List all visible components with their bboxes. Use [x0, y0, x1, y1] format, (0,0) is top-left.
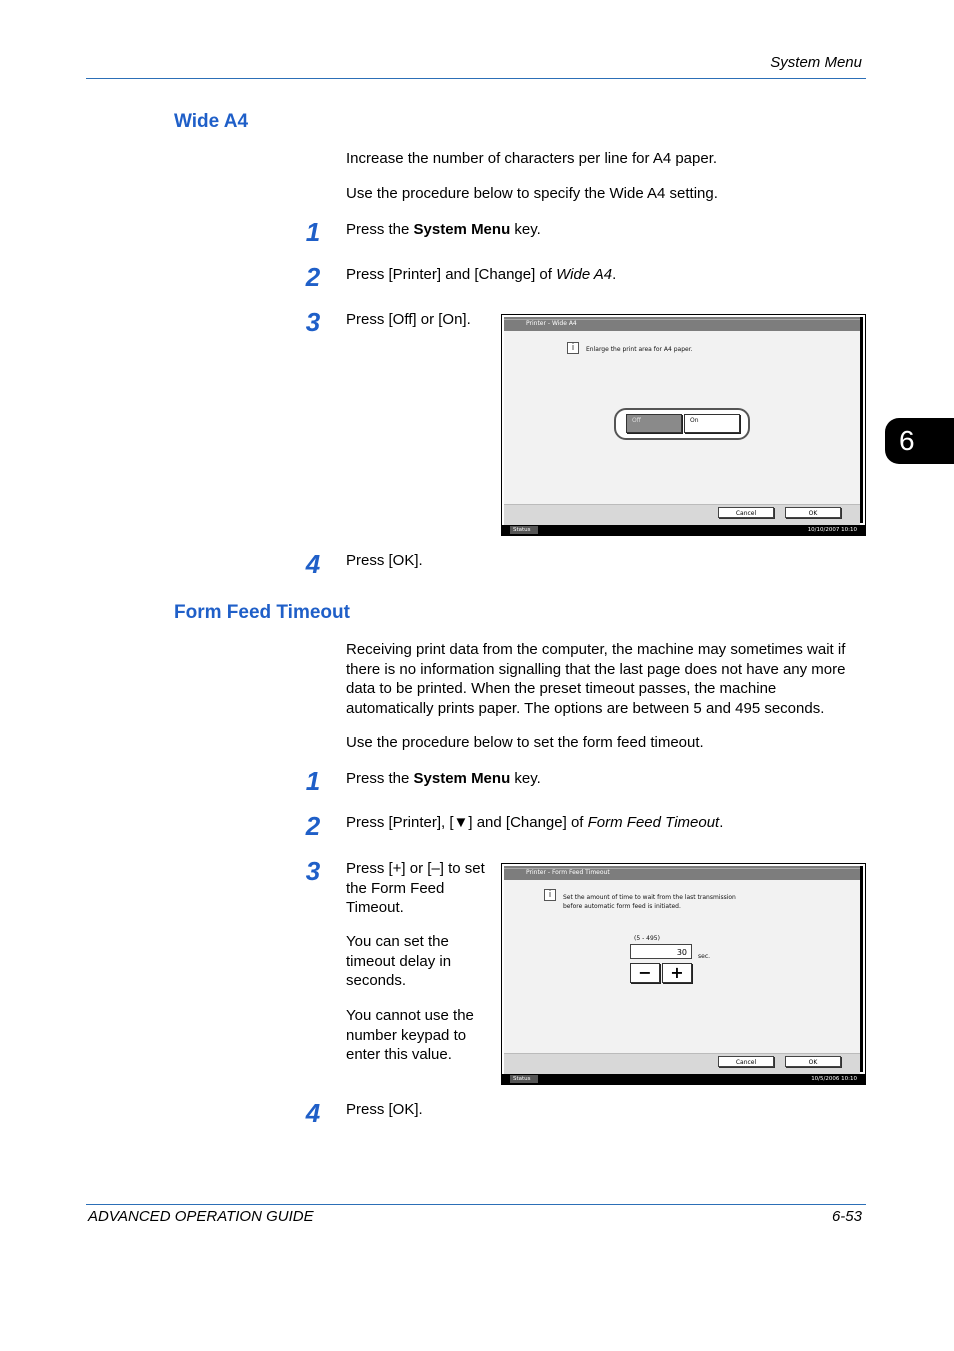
step-number: 3 [305, 856, 321, 886]
panel-message: Set the amount of time to wait from the last transmission before automatic form feed is initiated. [563, 894, 736, 910]
panel-button-bar [504, 504, 860, 525]
unit-label: sec. [698, 953, 711, 960]
step-text: Press [OK]. [346, 1101, 423, 1118]
chapter-tab: 6 [885, 418, 954, 464]
footer-rule [86, 1204, 866, 1205]
step-text: Press [Off] or [On]. [346, 311, 471, 328]
step-note: You cannot use the number keypad to enter this value. [346, 1007, 474, 1063]
plus-button[interactable]: + [662, 963, 692, 983]
status-button[interactable]: Status [510, 1075, 538, 1083]
step-note: You can set the timeout delay in seconds. [346, 933, 452, 989]
panel-body [504, 317, 860, 523]
step-number: 2 [305, 811, 321, 841]
panel-message: Enlarge the print area for A4 paper. [586, 346, 693, 353]
step-number: 1 [305, 766, 321, 796]
form-feed-intro-1: Receiving print data from the computer, the machine may sometimes wait if there is no information signalling that the last page does not have any more data to be printed. When the preset timeout passes, the machine automatically prints paper. The options are between 5 and 495 seconds. [346, 641, 846, 717]
status-datetime: 10/5/2006 10:10 [811, 1076, 857, 1082]
step-number: 2 [305, 262, 321, 292]
step-number: 1 [305, 217, 321, 247]
form-feed-panel-screenshot [501, 863, 866, 1085]
cancel-button[interactable]: Cancel [718, 507, 774, 518]
minus-button[interactable]: − [630, 963, 660, 983]
panel-button-bar [504, 1053, 860, 1074]
off-on-toggle[interactable] [614, 408, 750, 440]
wide-a4-intro-1: Increase the number of characters per line for A4 paper. [346, 150, 718, 167]
status-bar [502, 525, 865, 535]
running-head: System Menu [770, 54, 862, 71]
header-rule [86, 78, 866, 79]
section-title-wide-a4: Wide A4 [174, 111, 249, 132]
on-button[interactable]: On [684, 414, 740, 433]
info-icon: i [567, 342, 579, 354]
cancel-button[interactable]: Cancel [718, 1056, 774, 1067]
timeout-value-field: 30 [630, 944, 692, 959]
status-datetime: 10/10/2007 10:10 [807, 527, 857, 533]
page-number: 6-53 [831, 1208, 862, 1225]
wide-a4-panel-screenshot [501, 314, 866, 536]
section-title-form-feed-timeout: Form Feed Timeout [174, 602, 350, 623]
ok-button[interactable]: OK [785, 1056, 841, 1067]
step-number: 4 [305, 549, 321, 579]
form-feed-intro-2: Use the procedure below to set the form feed timeout. [346, 734, 704, 751]
panel-title: Printer - Wide A4 [504, 317, 860, 331]
panel-body [504, 866, 860, 1072]
status-button[interactable]: Status [510, 526, 538, 534]
step-text: Press [OK]. [346, 552, 423, 569]
ok-button[interactable]: OK [785, 507, 841, 518]
range-label: (5 - 495) [634, 935, 660, 942]
step-number: 4 [305, 1098, 321, 1128]
panel-scroll-edge [860, 866, 863, 1072]
step-text: Press the System Menu key. [346, 770, 541, 787]
info-icon: i [544, 889, 556, 901]
step-text: Press [Printer] and [Change] of Wide A4. [346, 266, 617, 283]
status-bar [502, 1074, 865, 1084]
panel-title: Printer - Form Feed Timeout [504, 866, 860, 880]
step-text: Press the System Menu key. [346, 221, 541, 238]
panel-scroll-edge [860, 317, 863, 523]
step-text: Press [Printer], [▼] and [Change] of Form Feed Timeout. [346, 814, 724, 831]
off-button[interactable]: Off [626, 414, 682, 433]
step-number: 3 [305, 307, 321, 337]
wide-a4-intro-2: Use the procedure below to specify the Wide A4 setting. [346, 185, 718, 202]
footer-guide-title: ADVANCED OPERATION GUIDE [88, 1208, 314, 1225]
step-text: Press [+] or [–] to set the Form Feed Timeout. [346, 860, 485, 916]
